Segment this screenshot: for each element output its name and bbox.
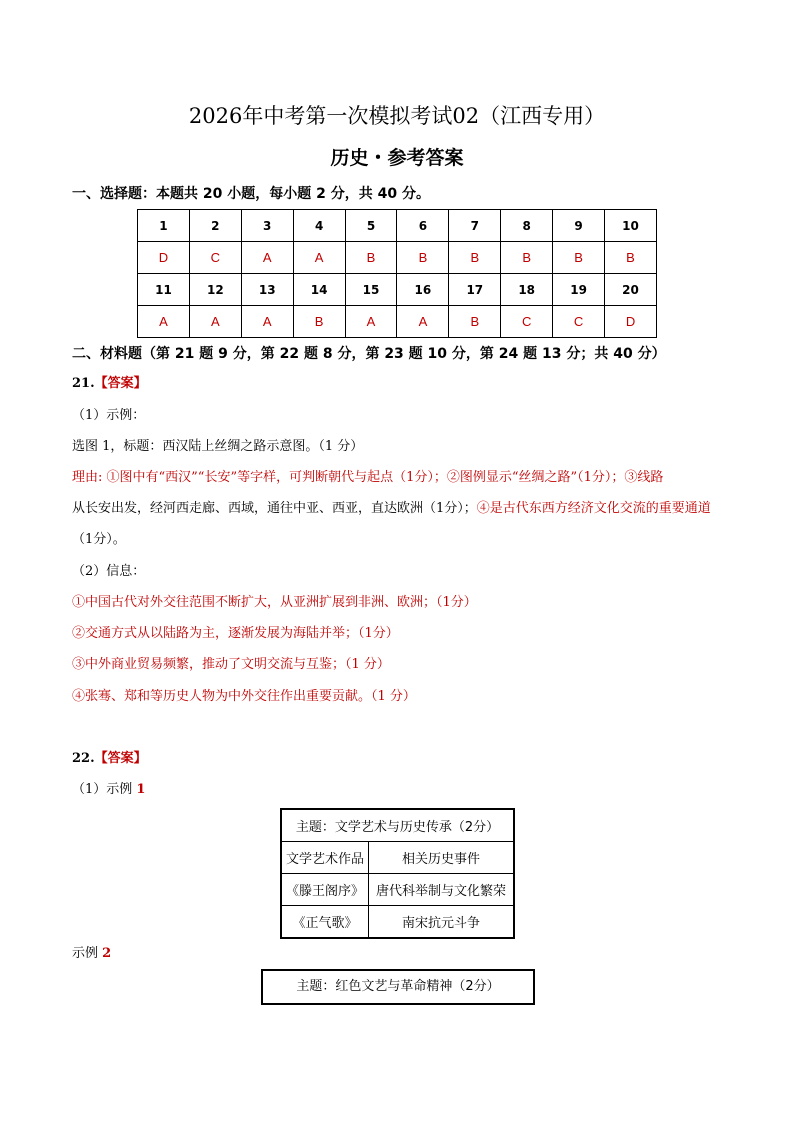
answer-letter-row	[138, 306, 657, 338]
table-cell: 《正气歌》	[281, 906, 369, 939]
question-number: 5	[345, 210, 397, 242]
answer-letter: B	[605, 242, 657, 274]
answer-letter: C	[501, 306, 553, 338]
answer-letter: B	[345, 242, 397, 274]
question-number: 13	[241, 274, 293, 306]
q21-info-2: ②交通方式从以陆路为主，逐渐发展为海陆并举；（1分）	[72, 626, 399, 641]
table-row	[281, 842, 514, 874]
answer-letter: C	[189, 242, 241, 274]
section-1-heading: 一、选择题：本题共 20 小题，每小题 2 分，共 40 分。	[72, 186, 430, 202]
q21-part2-label: （2）信息：	[72, 564, 146, 579]
question-number: 2	[189, 210, 241, 242]
example-label: 示例	[72, 946, 103, 961]
column-header: 相关历史事件	[369, 842, 514, 874]
question-number: 14	[293, 274, 345, 306]
reason-text: ④是古代东西方经济文化交流的重要通道	[476, 501, 711, 516]
q22-number: 22.	[72, 751, 95, 766]
question-number: 11	[138, 274, 190, 306]
question-number: 6	[397, 210, 449, 242]
answer-tag: 【答案】	[94, 376, 147, 391]
example-label: （1）示例	[72, 782, 137, 797]
question-number: 4	[293, 210, 345, 242]
example-number: 2	[102, 946, 112, 961]
answer-letter: A	[189, 306, 241, 338]
answer-letter: A	[293, 242, 345, 274]
answer-letter: B	[293, 306, 345, 338]
example1-table	[280, 808, 515, 939]
question-number: 16	[397, 274, 449, 306]
q22-heading	[72, 749, 147, 769]
table-row	[281, 906, 514, 939]
q22-example2-label	[72, 944, 111, 964]
question-number: 20	[605, 274, 657, 306]
example-number: 1	[136, 782, 146, 797]
theme-cell: 主题：文学艺术与历史传承（2分）	[281, 809, 514, 842]
q21-info-4: ④张骞、郑和等历史人物为中外交往作出重要贡献。（1 分）	[72, 689, 416, 704]
table-cell: 唐代科举制与文化繁荣	[369, 874, 514, 906]
column-header: 文学艺术作品	[281, 842, 369, 874]
question-number: 7	[449, 210, 501, 242]
question-number: 17	[449, 274, 501, 306]
q21-reason-line1	[72, 468, 663, 488]
q21-reason-line3: （1分）。	[72, 532, 126, 547]
answer-number-row	[138, 210, 657, 242]
q21-heading	[72, 374, 147, 394]
table-row	[281, 874, 514, 906]
q21-info-1: ①中国古代对外交往范围不断扩大，从亚洲扩展到非洲、欧洲；（1分）	[72, 595, 477, 610]
answer-letter: D	[605, 306, 657, 338]
question-number: 1	[138, 210, 190, 242]
reason-text: 理由: ①图中有“西汉”“长安”等字样，可判断朝代与起点（1分）；②图例显示“丝绸之路”（1分）；③线路	[72, 470, 664, 485]
answer-letter: D	[138, 242, 190, 274]
q21-reason-line2	[72, 499, 711, 519]
answer-letter: A	[138, 306, 190, 338]
answer-letter: A	[241, 242, 293, 274]
table-cell: 南宋抗元斗争	[369, 906, 514, 939]
reason-text: 从长安出发，经河西走廊、西域，通往中亚、西亚，直达欧洲（1分）；	[72, 501, 477, 516]
answer-letter: A	[241, 306, 293, 338]
answer-letter: B	[449, 242, 501, 274]
table-row	[281, 809, 514, 842]
section-2-heading: 二、材料题（第 21 题 9 分，第 22 题 8 分，第 23 题 10 分，第 24 题 13 分；共 40 分）	[72, 346, 666, 362]
question-number: 9	[553, 210, 605, 242]
page-title: 2026年中考第一次模拟考试02（江西专用）	[188, 104, 606, 128]
question-number: 3	[241, 210, 293, 242]
answer-tag: 【答案】	[94, 751, 147, 766]
q21-info-3: ③中外商业贸易频繁，推动了文明交流与互鉴；（1 分）	[72, 657, 390, 672]
question-number: 8	[501, 210, 553, 242]
answer-letter: A	[345, 306, 397, 338]
example2-theme-box: 主题：红色文艺与革命精神（2分）	[261, 969, 535, 1005]
answer-letter: B	[553, 242, 605, 274]
answer-letter: B	[449, 306, 501, 338]
page-subtitle: 历史・参考答案	[330, 147, 464, 169]
answer-table	[137, 209, 657, 338]
answer-letter: B	[501, 242, 553, 274]
answer-number-row	[138, 274, 657, 306]
q21-number: 21.	[72, 376, 95, 391]
q22-example1-label	[72, 780, 145, 800]
table-cell: 《滕王阁序》	[281, 874, 369, 906]
question-number: 19	[553, 274, 605, 306]
answer-letter: C	[553, 306, 605, 338]
answer-letter: B	[397, 242, 449, 274]
q21-part1-label: （1）示例：	[72, 408, 146, 423]
question-number: 18	[501, 274, 553, 306]
question-number: 10	[605, 210, 657, 242]
answer-letter-row	[138, 242, 657, 274]
q21-part1-answer: 选图 1，标题：西汉陆上丝绸之路示意图。（1 分）	[72, 439, 364, 454]
question-number: 15	[345, 274, 397, 306]
question-number: 12	[189, 274, 241, 306]
answer-letter: A	[397, 306, 449, 338]
